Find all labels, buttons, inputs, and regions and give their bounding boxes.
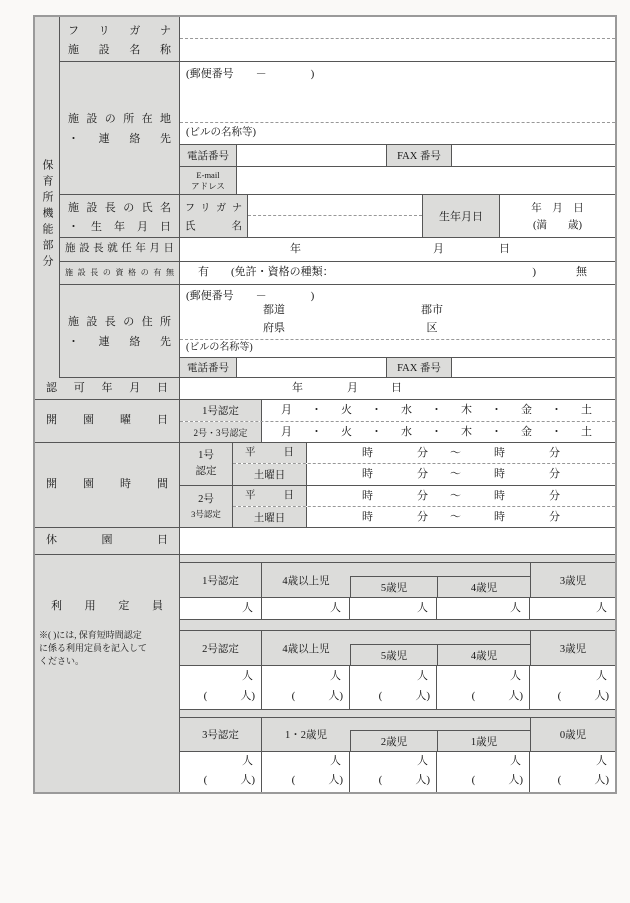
capacity-paren-cell: ( 人): [471, 774, 523, 786]
capacity-section: [35, 555, 615, 792]
cert2-sub2-header: 4歳児: [470, 650, 498, 662]
cert2-title: 2号認定: [180, 631, 262, 665]
director-building-name-text: (ビルの名称等): [186, 342, 253, 353]
open-hours-label: 開 園 時 間: [35, 443, 180, 527]
capacity-cell: 人: [242, 755, 253, 767]
cert3-title: 3号認定: [180, 718, 262, 751]
director-address-label-line2: ・ 連 絡 先: [68, 336, 171, 348]
section-label-vertical: 保育所機能部分: [41, 158, 53, 271]
approval-date-row: [35, 378, 615, 400]
prefecture-suffix-text: 都道 府県: [263, 304, 285, 334]
director-fax-input-area: [452, 358, 615, 377]
postal-code-text: (郵便番号 － ): [186, 68, 315, 80]
director-address-row: [60, 285, 615, 378]
approval-date-label: 認 可 年 月 日: [35, 378, 180, 399]
capacity-cell: 人: [596, 670, 607, 682]
cert1-weekday-label: 平 日: [233, 443, 307, 463]
capacity-cell: 人: [417, 755, 428, 767]
qualification-label: 施 設 長 の 資 格 の 有 無: [60, 262, 180, 284]
director-postal-code-text: (郵便番号 － ): [186, 290, 315, 302]
director-phone-label: 電話番号: [180, 358, 237, 377]
cert1-sub2-header: 4歳児: [470, 582, 498, 594]
director-building-name-area: [180, 340, 615, 358]
appointment-date-input-area: [180, 238, 615, 261]
facility-phone-fax-row: [180, 145, 615, 167]
cert1-title: 1号認定: [180, 563, 262, 597]
cert3-group-header: 1・2歳児: [285, 730, 327, 741]
director-furigana-label: フリガナ: [185, 203, 242, 214]
cert3-sub1-header: 2歳児: [351, 731, 438, 751]
capacity-filler: [180, 620, 615, 630]
open-days-cert23-value: 月 ・ 火 ・ 水 ・ 木 ・ 金 ・ 土: [281, 426, 596, 438]
capacity-cell: 人: [180, 598, 262, 619]
cert3-sub2-header: 1歳児: [470, 736, 498, 748]
closed-days-input-area: [180, 528, 615, 554]
closed-days-label: 休 園 日: [35, 528, 180, 554]
appointment-ymd-text: 年 月 日: [290, 243, 510, 255]
birthdate-label: 生年月日: [423, 195, 500, 237]
open-days-cert23-row: [180, 422, 615, 442]
open-hours-cert1-group: [180, 443, 615, 486]
capacity-cell: 人: [242, 670, 253, 682]
open-hours-cert23-group: [180, 486, 615, 527]
building-name-text: (ビルの名称等): [186, 127, 256, 138]
capacity-paren-cell: ( 人): [203, 774, 255, 786]
capacity-filler: [180, 710, 615, 717]
closed-days-row: [35, 528, 615, 555]
childcare-form-table: [33, 15, 617, 794]
capacity-filler: [180, 555, 615, 562]
cert2-sub1-header: 5歳児: [351, 645, 438, 665]
director-name-label: 氏 名: [185, 221, 242, 232]
qualification-row: [60, 262, 615, 285]
cert1-last-header: 3歳児: [530, 563, 615, 597]
capacity-paren-cell: ( 人): [471, 690, 523, 702]
approval-ymd-text: 年 月 日: [292, 382, 402, 394]
director-furigana-input-area: [248, 195, 422, 216]
capacity-cell: 人: [350, 598, 437, 619]
capacity-label: 利 用 定 員: [51, 600, 163, 612]
capacity-paren-cell: ( 人): [291, 774, 343, 786]
facility-email-row: [180, 167, 615, 194]
capacity-paren-cell: ( 人): [557, 774, 609, 786]
open-days-cert1-label: 1号認定: [180, 400, 262, 421]
city-suffix-text: 郡市 区: [421, 304, 443, 334]
email-input-area: [237, 167, 615, 194]
facility-name-row: [60, 17, 615, 62]
cert3-subgroup-box: [350, 730, 530, 751]
fax-number-input-area: [452, 145, 615, 166]
capacity-cell: 人: [510, 755, 521, 767]
capacity-paren-cell: ( 人): [203, 690, 255, 702]
open-hours-cert23-label: 2号 3号認定: [180, 486, 233, 527]
approval-date-input-area: [180, 378, 615, 399]
appointment-date-row: [60, 238, 615, 262]
qualification-input-area: [180, 262, 615, 284]
facility-building-name-area: [180, 123, 615, 145]
cert1-sub1-header: 5歳児: [351, 577, 438, 597]
facility-address-input-area: [180, 62, 615, 123]
capacity-paren-cell: ( 人): [291, 690, 343, 702]
birthdate-age-text: (満 歳): [533, 220, 582, 231]
cert2-header: [180, 630, 615, 666]
capacity-note: ※( )には, 保育短時間認定 に係る利用定員を記入して ください。: [39, 630, 148, 666]
cert2-data-row: [180, 666, 615, 710]
qualification-no-text: 無: [576, 266, 587, 278]
cert23-saturday-time: 時 分 ～ 時 分: [362, 511, 560, 523]
fax-number-label: FAX 番号: [387, 145, 452, 166]
birthdate-input-area: [500, 195, 615, 237]
open-hours-row: [35, 443, 615, 528]
qualification-close-paren: ): [532, 266, 536, 278]
phone-number-label: 電話番号: [180, 145, 237, 166]
capacity-cell: 人: [596, 602, 607, 614]
cert1-data-row: [180, 598, 615, 620]
capacity-cell: 人: [330, 670, 341, 682]
facility-address-label-line2: ・ 連 絡 先: [68, 133, 171, 145]
cert1-subgroup-box: [350, 576, 530, 597]
director-address-input-area: [180, 285, 615, 340]
facility-name-input-area: [180, 39, 615, 61]
director-name-label-line1: 施 設 長 の 氏 名: [68, 201, 171, 214]
director-name-input-area: [248, 216, 422, 237]
cert1-header: [180, 562, 615, 598]
open-days-label: 開 園 曜 日: [35, 400, 180, 442]
director-fax-label: FAX 番号: [387, 358, 452, 377]
director-name-label-line2: ・ 生 年 月 日: [68, 220, 171, 233]
cert1-weekday-time: 時 分 ～ 時 分: [362, 447, 560, 459]
capacity-cell: 人: [510, 670, 521, 682]
director-phone-input-area: [237, 358, 387, 377]
appointment-date-label: 施設長就任年月日: [60, 238, 180, 261]
capacity-paren-cell: ( 人): [378, 774, 430, 786]
capacity-paren-cell: ( 人): [557, 690, 609, 702]
open-days-cert23-label: 2号・3号認定: [180, 422, 262, 442]
capacity-cell: 人: [330, 755, 341, 767]
capacity-cell: 人: [262, 598, 350, 619]
director-name-row: [60, 195, 615, 238]
facility-name-label: 施 設 名 称: [68, 43, 171, 56]
open-days-row: [35, 400, 615, 443]
qualification-yes-text: 有 (免許・資格の種類：: [198, 266, 334, 278]
open-hours-cert1-label: 1号 認定: [180, 443, 233, 485]
cert1-group-header: 4歳以上児: [282, 575, 330, 587]
open-days-cert1-value: 月 ・ 火 ・ 水 ・ 木 ・ 金 ・ 土: [281, 404, 596, 416]
birthdate-ymd-text: 年 月 日: [531, 203, 584, 214]
facility-address-row: [60, 62, 615, 195]
email-label: E-mail アドレス: [180, 167, 237, 194]
phone-number-input-area: [237, 145, 387, 166]
director-address-label-line1: 施 設 長 の 住 所: [68, 316, 171, 328]
open-days-cert1-row: [180, 400, 615, 422]
cert23-saturday-label: 土曜日: [233, 507, 307, 527]
cert2-subgroup-box: [350, 644, 530, 665]
capacity-cell: 人: [417, 670, 428, 682]
director-phone-fax-row: [180, 358, 615, 377]
cert23-weekday-label: 平 日: [233, 486, 307, 506]
cert3-header: [180, 717, 615, 752]
cert2-group-header: 4歳以上児: [282, 643, 330, 655]
cert2-last-header: 3歳児: [530, 631, 615, 665]
cert23-weekday-time: 時 分 ～ 時 分: [362, 490, 560, 502]
facility-furigana-input-area: [180, 17, 615, 39]
cert1-saturday-label: 土曜日: [233, 464, 307, 485]
furigana-label: フ リ ガ ナ: [68, 24, 171, 37]
cert3-data-row: [180, 752, 615, 792]
capacity-paren-cell: ( 人): [378, 690, 430, 702]
section-label-column: [35, 17, 60, 378]
facility-address-label-line1: 施 設 の 所 在 地: [68, 113, 171, 125]
cert1-saturday-time: 時 分 ～ 時 分: [362, 468, 560, 480]
capacity-cell: 人: [437, 598, 530, 619]
cert3-last-header: 0歳児: [530, 718, 615, 751]
capacity-cell: 人: [596, 755, 607, 767]
